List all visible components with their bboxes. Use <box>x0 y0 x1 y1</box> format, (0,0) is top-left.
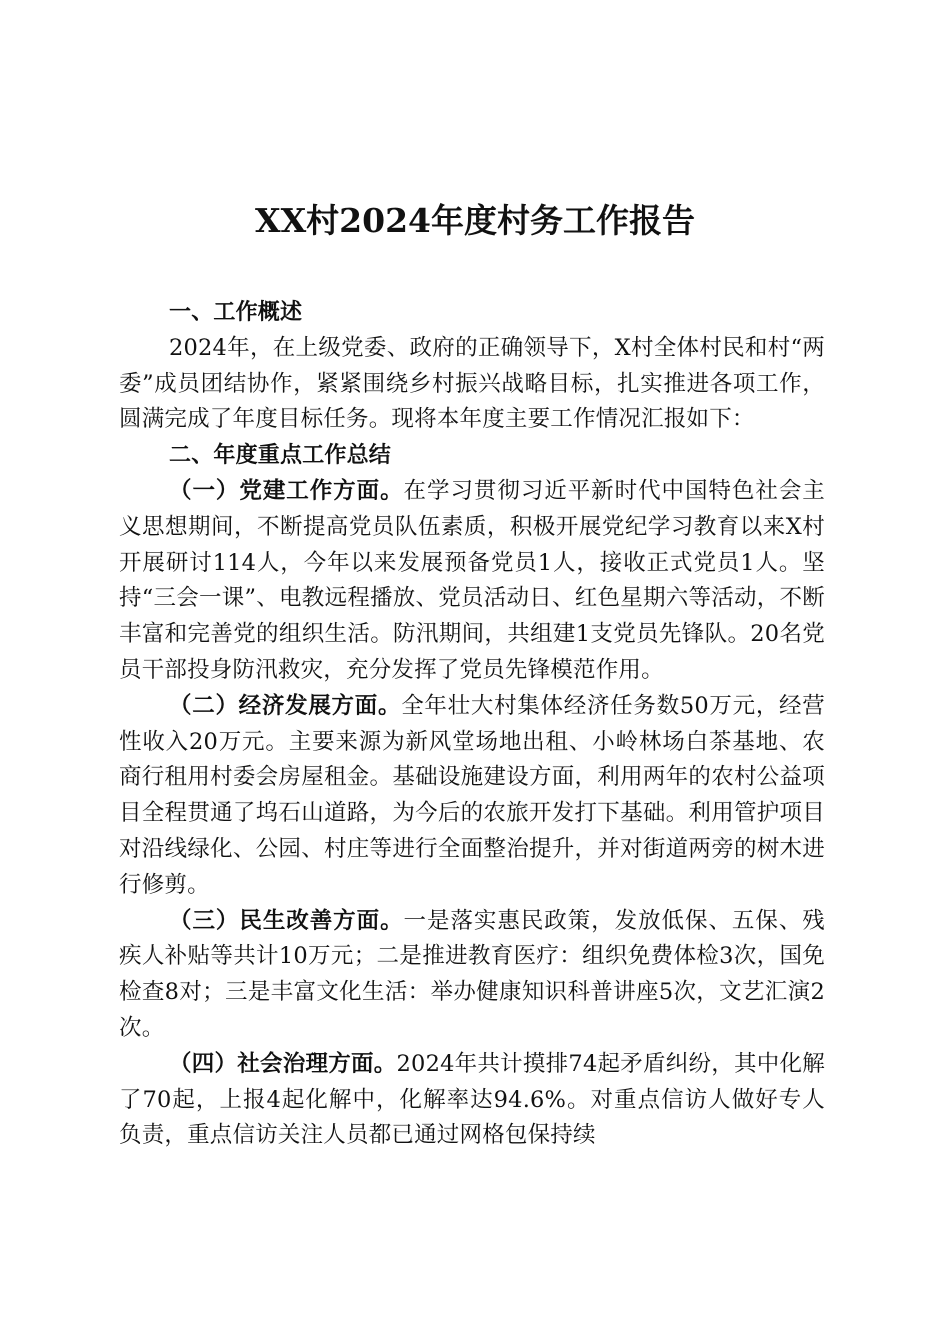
section-heading-text: 一、工作概述 <box>169 300 303 325</box>
document-title: XX村2024年度村务工作报告 <box>254 201 696 240</box>
party-building-paragraph <box>119 474 825 689</box>
paragraph-heading: （四）社会治理方面。 <box>169 1050 397 1077</box>
paragraph-body: 一是落实惠民政策，发放低保、五保、残疾人补贴等共计10万元；二是推进教育医疗：组织免费体检3次，国免检查8对；三是丰富文化生活：举办健康知识科普讲座5次，文艺汇演2次。 <box>119 907 825 1041</box>
paragraph-heading: （三）民生改善方面。 <box>169 907 404 934</box>
paragraph-body: 全年壮大村集体经济任务数50万元，经营性收入20万元。主要来源为新风堂场地出租、小岭林场白茶基地、农商行租用村委会房屋租金。基础设施建设方面，利用两年的农村公益项目全程贯通了坞石山道路，为今后的农旅开发打下基础。利用管护项目对沿线绿化、公园、村庄等进行全面整治提升，并对街道两旁的树木进行修剪。 <box>119 692 825 898</box>
paragraph-heading: （一）党建工作方面。 <box>169 477 404 504</box>
paragraph-heading: （二）经济发展方面。 <box>169 692 402 719</box>
paragraph-body: 在学习贯彻习近平新时代中国特色社会主义思想期间，不断提高党员队伍素质，积极开展党纪学习教育以来X村开展研讨114人，今年以来发展预备党员1人，接收正式党员1人。坚持“三会一课”、电教远程播放、党员活动日、红色星期六等活动，不断丰富和完善党的组织生活。防汛期间，共组建1支党员先锋队。20名党员干部投身防汛救灾，充分发挥了党员先锋模范作用。 <box>119 477 825 683</box>
section-heading-overview <box>119 295 825 331</box>
economic-paragraph <box>119 689 825 904</box>
paragraph-body: 2024年共计摸排74起矛盾纠纷，其中化解了70起，上报4起化解中，化解率达94.6%。对重点信访人做好专人负责，重点信访关注人员都已通过网格包保持续 <box>119 1050 825 1149</box>
overview-paragraph: 2024年，在上级党委、政府的正确领导下，X村全体村民和村“两委”成员团结协作，紧紧围绕乡村振兴战略目标，扎实推进各项工作，圆满完成了年度目标任务。现将本年度主要工作情况汇报如下： <box>119 334 825 433</box>
document-body <box>119 295 825 1154</box>
livelihood-paragraph <box>119 904 825 1047</box>
section-heading-text: 二、年度重点工作总结 <box>169 443 392 469</box>
governance-paragraph <box>119 1047 825 1154</box>
section-heading-summary <box>119 438 825 474</box>
